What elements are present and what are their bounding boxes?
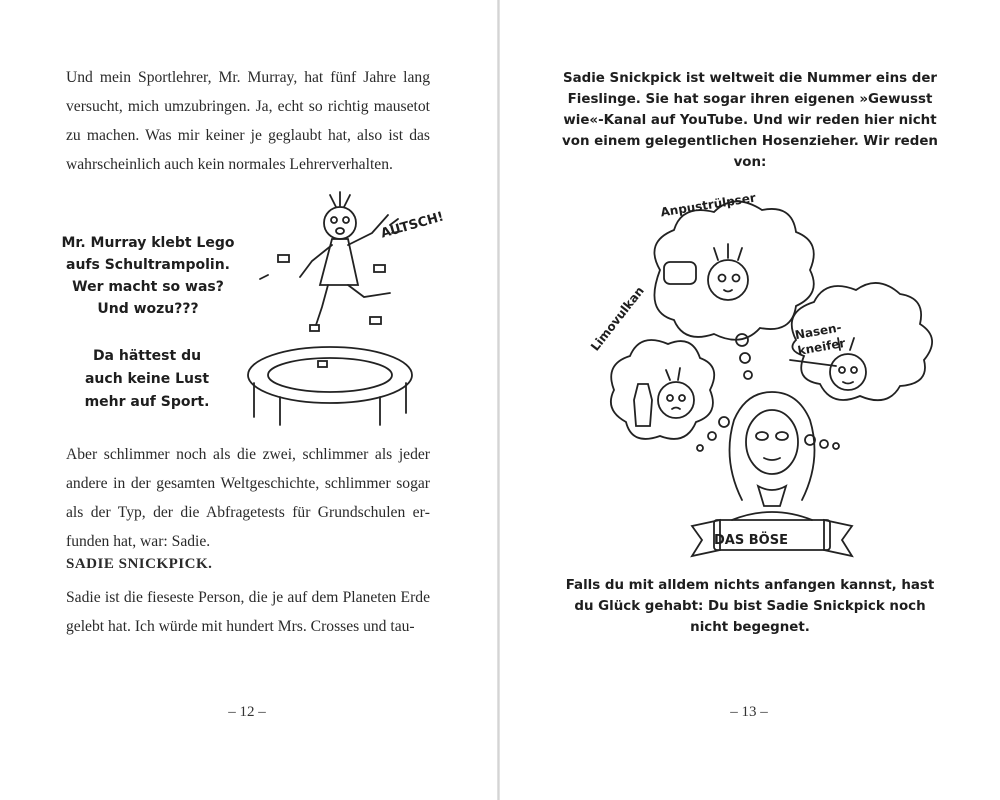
section-heading: SADIE SNICKPICK.	[66, 556, 213, 572]
paragraph-2-text: Aber schlimmer noch als die zwei, schlimmer als jeder andere in der gesamten Weltgeschichte, schlimmer sogar als der Typ, der die Abfragetests für Grundschulen erfunden hat, war: Sadie.	[66, 446, 430, 550]
page-number-left: – 12 –	[228, 704, 266, 720]
label-limovulkan: Limovulkan	[588, 283, 647, 354]
sadie-illustration	[600, 190, 940, 570]
trampoline-illustration	[240, 185, 430, 430]
illustration-caption-1: Mr. Murray klebt Lego aufs Schultrampolin. Wer macht so was? Und wozu???	[61, 235, 235, 317]
paragraph-3-text: Sadie ist die fieseste Person, die je auf dem Planeten Erde gelebt hat. Ich würde mit hundert Mrs. Crosses und tau-	[66, 589, 430, 635]
autsch-exclamation: AUTSCH!	[379, 209, 446, 242]
label-nasenkneifer: Nasen-kneifer	[793, 320, 847, 358]
right-page	[500, 0, 998, 800]
illustration-caption-2: Da hättest du auch keine Lust mehr auf Sport.	[84, 348, 210, 410]
label-anpustrulpser: Anpustrülpser	[659, 190, 757, 220]
banner-das-boese: DAS BÖSE	[714, 533, 788, 548]
paragraph-3	[66, 583, 430, 641]
paragraph-2	[66, 440, 430, 556]
page-number-right: – 13 –	[730, 704, 768, 720]
closing-text: Falls du mit alldem nichts anfangen kannst, hast du Glück gehabt: Du bist Sadie Snickpick noch nicht begegnet.	[565, 578, 935, 635]
paragraph-1-text: Und mein Sportlehrer, Mr. Murray, hat fünf Jahre lang versucht, mich umzubringen. Ja, echt so richtig mausetot zu machen. Was mir keiner je geglaubt hat, also ist das wahrscheinlich auch kein normales Lehrerverhalten.	[66, 69, 430, 173]
paragraph-1	[66, 63, 430, 179]
left-page	[0, 0, 498, 800]
intro-text: Sadie Snickpick ist weltweit die Nummer eins der Fieslinge. Sie hat sogar ihren eigenen »Gewusst wie«-Kanal auf YouTube. Und wir reden hier nicht von einem gelegentlichen Hosenzieher. Wir reden von:	[562, 71, 938, 170]
